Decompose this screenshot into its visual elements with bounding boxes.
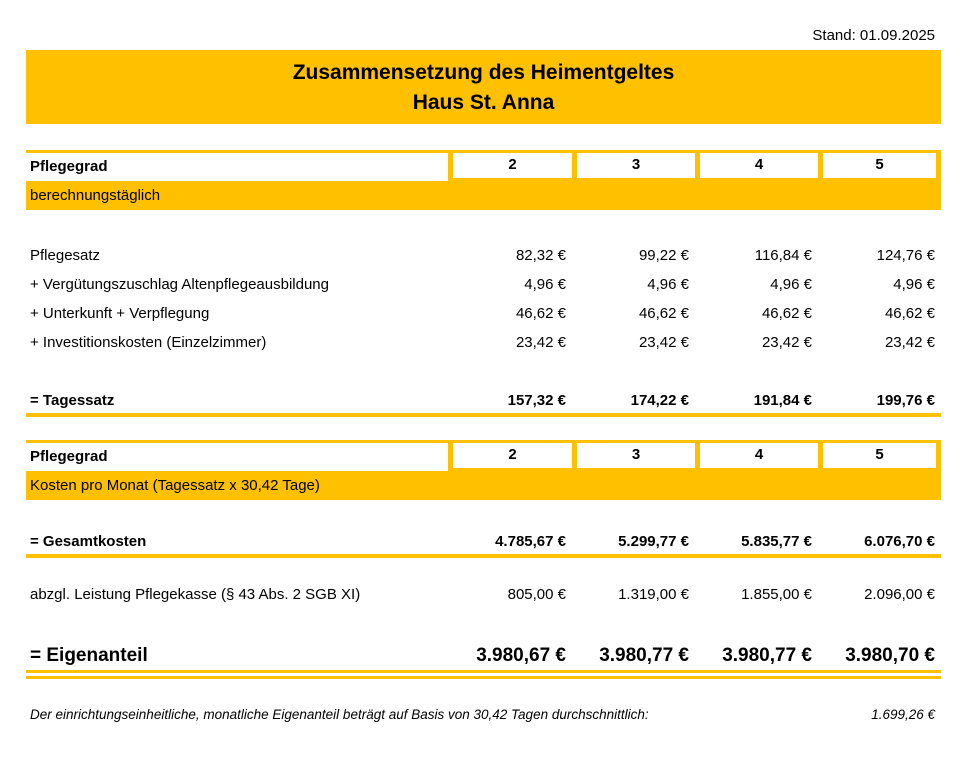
row-label: = Gesamtkosten: [30, 533, 147, 550]
cell-value: 23,42 €: [638, 334, 689, 351]
cell-value: 805,00 €: [507, 586, 566, 603]
table-row-pflegesatz: [26, 241, 941, 270]
cell-value: 191,84 €: [753, 392, 812, 409]
cell-value: 124,76 €: [876, 247, 935, 264]
cell-value: 3.980,70 €: [845, 645, 935, 666]
grade-3-header: 3: [572, 153, 695, 181]
row-label: = Tagessatz: [30, 392, 115, 409]
grade-4-header: 4: [695, 443, 818, 471]
facility-name: Haus St. Anna: [412, 90, 555, 114]
eigenanteil-double-rule: [26, 670, 941, 679]
cell-value: 199,76 €: [876, 392, 935, 409]
table-row-investitionskosten: [26, 328, 941, 357]
title-band: [26, 50, 941, 124]
cell-value: 157,32 €: [507, 392, 566, 409]
table-row-eigenanteil: [26, 642, 941, 670]
grade-header-daily: [26, 150, 941, 181]
cell-value: 23,42 €: [515, 334, 566, 351]
table-row-unterkunft: [26, 299, 941, 328]
cell-value: 3.980,77 €: [599, 645, 689, 666]
cell-value: 3.980,77 €: [722, 645, 812, 666]
table-row-pflegekasse-abzug: [26, 580, 941, 609]
grade-2-header: 2: [448, 443, 572, 471]
cell-value: 6.076,70 €: [864, 533, 935, 550]
row-label: + Vergütungszuschlag Altenpflegeausbildung: [30, 276, 329, 293]
cell-value: 4,96 €: [524, 276, 566, 293]
grade-header-monthly: [26, 440, 941, 471]
cell-value: 4,96 €: [647, 276, 689, 293]
cell-value: 4,96 €: [893, 276, 935, 293]
footnote-value: 1.699,26 €: [871, 707, 935, 722]
section-band-daily: berechnungstäglich: [26, 181, 941, 210]
cell-value: 23,42 €: [761, 334, 812, 351]
cell-value: 23,42 €: [884, 334, 935, 351]
cell-value: 82,32 €: [515, 247, 566, 264]
cell-value: 46,62 €: [638, 305, 689, 322]
table-row-tagessatz-total: [26, 388, 941, 417]
row-label: abzgl. Leistung Pflegekasse (§ 43 Abs. 2 SGB XI): [30, 586, 361, 603]
row-label: = Eigenanteil: [30, 645, 148, 666]
cell-value: 46,62 €: [884, 305, 935, 322]
grade-5-header: 5: [818, 153, 941, 181]
cell-value: 174,22 €: [630, 392, 689, 409]
cell-value: 116,84 €: [754, 247, 812, 264]
cell-value: 3.980,67 €: [476, 645, 566, 666]
grade-header-label: Pflegegrad: [30, 448, 108, 465]
grade-2-header: 2: [448, 153, 572, 181]
row-label: + Unterkunft + Verpflegung: [30, 305, 210, 322]
average-own-share-note: [26, 707, 941, 722]
cell-value: 2.096,00 €: [864, 586, 935, 603]
grade-header-label: Pflegegrad: [30, 158, 108, 175]
document-title: Zusammensetzung des Heimentgeltes: [292, 60, 675, 84]
stand-date: Stand: 01.09.2025: [812, 27, 935, 44]
cell-value: 46,62 €: [515, 305, 566, 322]
cell-value: 4.785,67 €: [495, 533, 566, 550]
table-row-verguetungszuschlag: [26, 270, 941, 299]
document-content: [26, 0, 941, 722]
grade-4-header: 4: [695, 153, 818, 181]
cell-value: 99,22 €: [638, 247, 689, 264]
cell-value: 1.319,00 €: [618, 586, 689, 603]
section-band-monthly: Kosten pro Monat (Tagessatz x 30,42 Tage): [26, 471, 941, 500]
cell-value: 5.299,77 €: [618, 533, 689, 550]
cell-value: 5.835,77 €: [741, 533, 812, 550]
row-label: Pflegesatz: [30, 247, 101, 264]
cell-value: 46,62 €: [761, 305, 812, 322]
cell-value: 1.855,00 €: [741, 586, 812, 603]
grade-5-header: 5: [818, 443, 941, 471]
table-row-gesamtkosten: [26, 529, 941, 558]
footnote-label: Der einrichtungseinheitliche, monatliche Eigenanteil beträgt auf Basis von 30,42 Tagen durchschnittlich:: [30, 707, 649, 722]
grade-3-header: 3: [572, 443, 695, 471]
cell-value: 4,96 €: [770, 276, 812, 293]
row-label: + Investitionskosten (Einzelzimmer): [30, 334, 267, 351]
